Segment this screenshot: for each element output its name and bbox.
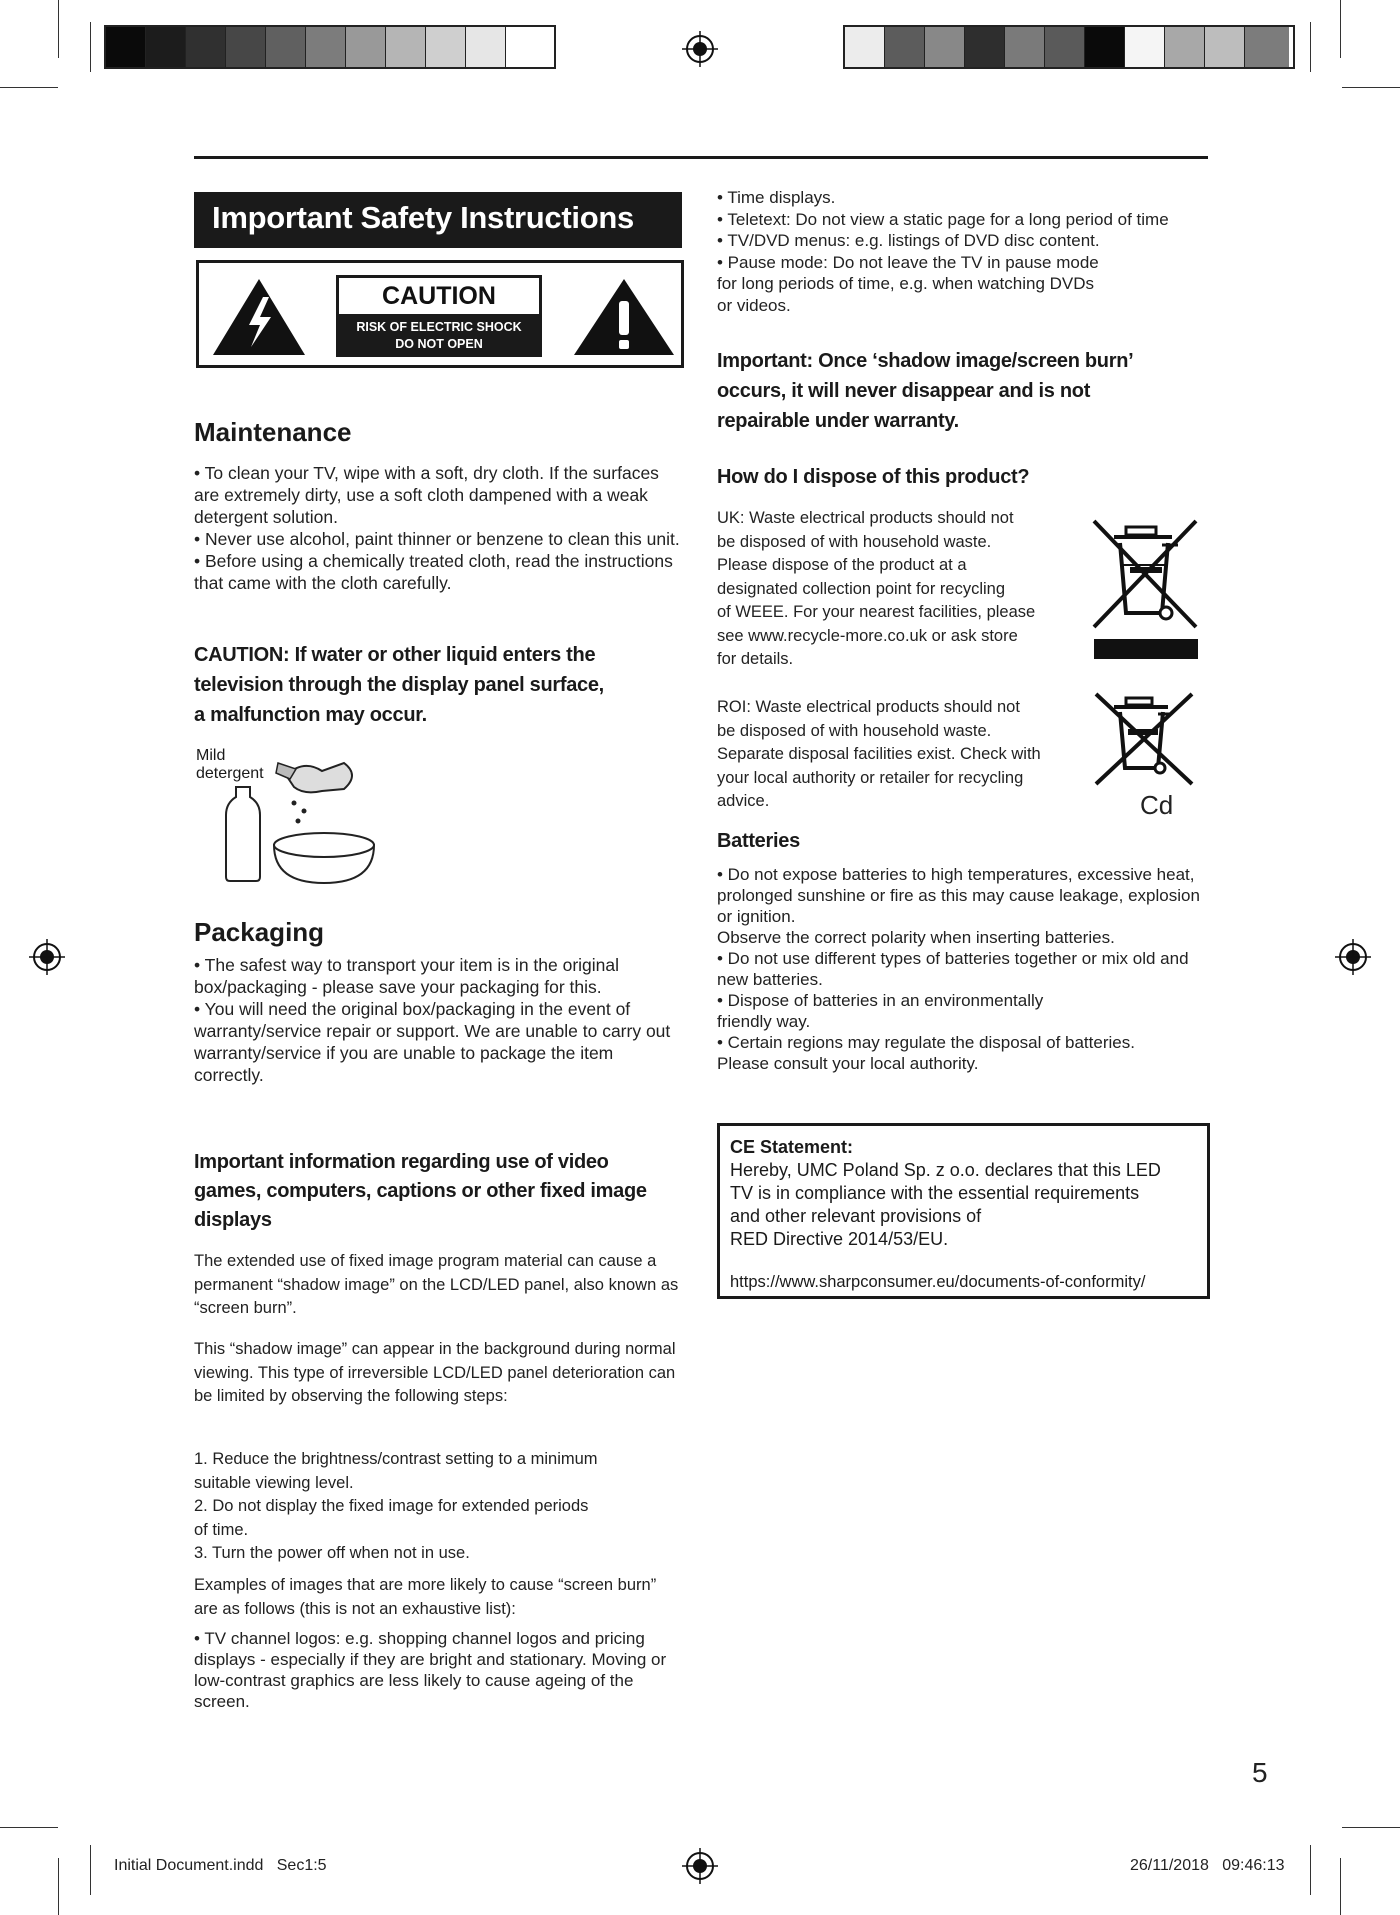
page-number: 5 bbox=[1252, 1757, 1268, 1788]
ce-heading: CE Statement: bbox=[730, 1137, 854, 1157]
top-rule bbox=[194, 156, 1208, 159]
list-item: • Dispose of batteries in an environmentally bbox=[717, 991, 1044, 1010]
list-item: • Do not use different types of batteries together or mix old and new batteries. bbox=[717, 949, 1189, 989]
caution-center-panel bbox=[336, 275, 542, 357]
examples-list bbox=[717, 187, 1207, 316]
list-item: • Pause mode: Do not leave the TV in pause mode bbox=[717, 252, 1099, 272]
mild-label: Mild bbox=[196, 747, 226, 764]
batteries-heading: Batteries bbox=[717, 830, 800, 852]
ce-line: Hereby, UMC Poland Sp. z o.o. declares that this LED bbox=[730, 1160, 1161, 1180]
slug-date: 26/11/2018 09:46:13 bbox=[1130, 1857, 1285, 1874]
maintenance-list bbox=[194, 462, 684, 594]
bottle-and-bowl-icon bbox=[194, 745, 384, 885]
list-item: • TV/DVD menus: e.g. listings of DVD disc content. bbox=[717, 231, 1100, 250]
registration-mark-bottom bbox=[682, 1848, 718, 1884]
ce-line: and other relevant provisions of bbox=[730, 1206, 982, 1226]
step: 2. Do not display the fixed image for extended periods bbox=[194, 1497, 589, 1515]
list-item: or videos. bbox=[717, 295, 791, 315]
exclamation-warning-icon bbox=[572, 277, 676, 357]
weee-bin-icon bbox=[1092, 515, 1200, 661]
slug-file: Initial Document.indd Sec1:5 bbox=[114, 1857, 327, 1874]
list-item: • To clean your TV, wipe with a soft, dry cloth. If the surfaces are extremely dirty, use a soft cloth dampened with a weak detergent solution. bbox=[194, 463, 659, 527]
batteries-list bbox=[717, 864, 1211, 1074]
list-item: • Never use alcohol, paint thinner or benzene to clean this unit. bbox=[194, 529, 680, 549]
list-item: for long periods of time, e.g. when watching DVDs bbox=[717, 274, 1095, 293]
caution-label-box bbox=[196, 260, 684, 368]
caution-heading: CAUTION bbox=[382, 282, 496, 310]
fixed-image-para-2: This “shadow image” can appear in the background during normal viewing. This type of irreversible LCD/LED panel deterioration can be limited by observing the following steps: bbox=[194, 1340, 676, 1405]
list-item: Observe the correct polarity when inserting batteries. bbox=[717, 928, 1115, 947]
roi-dispose-text: ROI: Waste electrical products should not be disposed of with household waste. Separate disposal facilities exist. Check with your local authority or retailer for recycling advice. bbox=[717, 698, 1041, 810]
ce-line: RED Directive 2014/53/EU. bbox=[730, 1229, 949, 1249]
steps-list bbox=[194, 1448, 684, 1566]
list-item: • Before using a chemically treated cloth, read the instructions that came with the cloth carefully. bbox=[194, 551, 673, 593]
list-item: • Certain regions may regulate the disposal of batteries. bbox=[717, 1033, 1135, 1052]
list-item: • The safest way to transport your item is in the original box/packaging - please save your packaging for this. bbox=[194, 955, 620, 997]
packaging-list bbox=[194, 954, 684, 1086]
step: suitable viewing level. bbox=[194, 1473, 354, 1492]
list-item: • Time displays. bbox=[717, 188, 836, 207]
list-item: • Do not expose batteries to high temperatures, excessive heat, prolonged sunshine or fire as this may cause leakage, explosion or ignition. bbox=[717, 865, 1200, 926]
list-item: Please consult your local authority. bbox=[717, 1054, 979, 1073]
list-item: friendly way. bbox=[717, 1012, 811, 1031]
registration-mark-left bbox=[29, 939, 65, 975]
ce-statement-box bbox=[717, 1123, 1210, 1299]
color-bar-right bbox=[843, 25, 1295, 69]
liquid-caution: CAUTION: If water or other liquid enters the television through the display panel surface, a malfunction may occur. bbox=[194, 644, 604, 726]
registration-mark-top bbox=[682, 31, 718, 67]
caution-line-1: RISK OF ELECTRIC SHOCK bbox=[356, 320, 522, 334]
page-title: Important Safety Instructions bbox=[194, 192, 682, 248]
cd-label: Cd bbox=[1140, 790, 1174, 820]
list-item: • Teletext: Do not view a static page for a long period of time bbox=[717, 209, 1169, 229]
registration-mark-right bbox=[1335, 939, 1371, 975]
step: 1. Reduce the brightness/contrast setting to a minimum bbox=[194, 1450, 598, 1468]
caution-line-2: DO NOT OPEN bbox=[395, 337, 483, 351]
ce-url[interactable]: https://www.sharpconsumer.eu/documents-of-conformity/ bbox=[730, 1273, 1146, 1291]
battery-bin-icon bbox=[1092, 692, 1196, 792]
dispose-heading: How do I dispose of this product? bbox=[717, 466, 1030, 488]
detergent-label: detergent bbox=[196, 765, 264, 782]
detergent-illustration bbox=[194, 745, 384, 885]
maintenance-heading: Maintenance bbox=[194, 417, 352, 447]
color-bar-left bbox=[104, 25, 556, 69]
fixed-image-para-1: The extended use of fixed image program material can cause a permanent “shadow image” on the LCD/LED panel, also known as “screen burn”. bbox=[194, 1252, 679, 1317]
screen-burn-warning: Important: Once ‘shadow image/screen burn’ occurs, it will never disappear and is not repairable under warranty. bbox=[717, 350, 1134, 432]
fixed-image-bullet: • TV channel logos: e.g. shopping channel logos and pricing displays - especially if they are bright and stationary. Moving or low-contrast graphics are less likely to cause ageing of the screen. bbox=[194, 1629, 667, 1711]
fixed-image-heading: Important information regarding use of video games, computers, captions or other fixed image displays bbox=[194, 1151, 647, 1231]
lightning-warning-icon bbox=[211, 277, 307, 357]
uk-dispose-text: UK: Waste electrical products should not be disposed of with household waste. Please dispose of the product at a designated collection point for recycling of WEEE. For your nearest facilities, please see www.recycle-more.co.uk or ask store for details. bbox=[717, 509, 1036, 668]
step: 3. Turn the power off when not in use. bbox=[194, 1544, 470, 1562]
step: of time. bbox=[194, 1520, 249, 1539]
fixed-image-para-3: Examples of images that are more likely to cause “screen burn” are as follows (this is not an exhaustive list): bbox=[194, 1576, 657, 1618]
ce-line: TV is in compliance with the essential requirements bbox=[730, 1183, 1140, 1203]
list-item: • You will need the original box/packaging in the event of warranty/service repair or support. We are unable to carry out warranty/service if you are unable to package the item correctly. bbox=[194, 999, 671, 1085]
packaging-heading: Packaging bbox=[194, 917, 325, 947]
